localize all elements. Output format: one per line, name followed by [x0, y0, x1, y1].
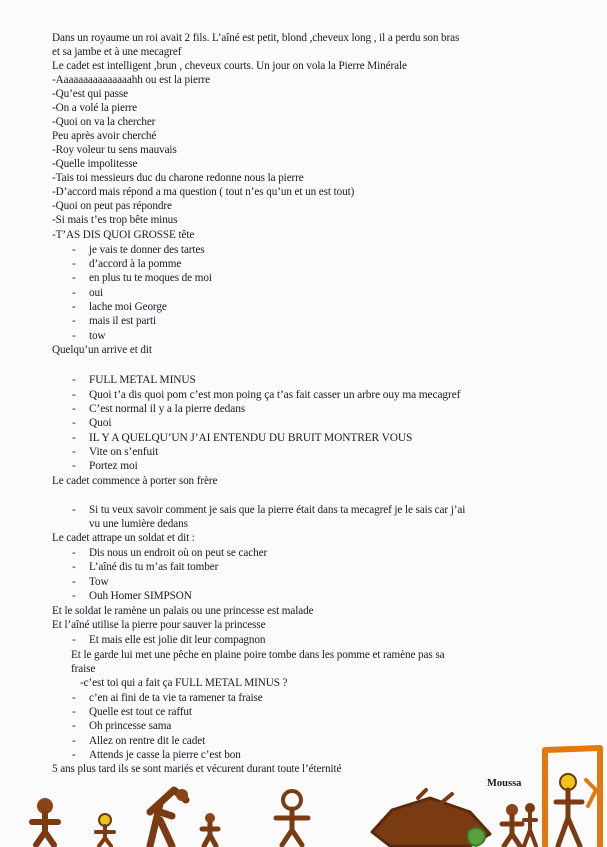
list-item: Ouh Homer SIMPSON: [89, 590, 192, 602]
list-item: je vais te donner des tartes: [89, 244, 205, 256]
stick-figure-icon: [32, 798, 58, 845]
list-item-bullet: -: [72, 258, 76, 270]
list-item: FULL METAL MINUS: [89, 374, 196, 386]
list-item-bullet: -: [72, 244, 76, 256]
list-item-bullet: -: [72, 547, 76, 559]
text-line: fraise: [71, 663, 96, 675]
list-item-bullet: -: [72, 504, 76, 516]
author-signature: Moussa: [487, 778, 522, 789]
list-item-continuation: vu une lumière dedans: [89, 518, 188, 530]
stick-figure-icon: [502, 804, 522, 846]
list-item-bullet: -: [72, 735, 76, 747]
text-line: Le cadet attrape un soldat et dit :: [52, 532, 195, 544]
list-item: Quoi: [89, 417, 112, 429]
list-item: lache moi George: [89, 301, 167, 313]
text-line: -On a volé la pierre: [52, 102, 137, 114]
list-item: Si tu veux savoir comment je sais que la pierre était dans ta mecagref je le sais car j’ai: [89, 504, 466, 516]
list-item-bullet: -: [72, 749, 76, 761]
list-item-bullet: -: [72, 460, 76, 472]
list-item-bullet: -: [72, 389, 76, 401]
text-line: Quelqu’un arrive et dit: [52, 344, 152, 356]
green-shape-icon: [468, 828, 485, 846]
list-item-bullet: -: [72, 446, 76, 458]
list-item: Portez moi: [89, 460, 138, 472]
list-item: d’accord à la pomme: [89, 258, 182, 270]
text-line: -Quoi on va la chercher: [52, 116, 156, 128]
list-item-bullet: -: [72, 374, 76, 386]
text-line: -D’accord mais répond a ma question ( tout n’es qu’un et un est tout): [52, 186, 355, 198]
list-item: Oh princesse sama: [89, 720, 172, 732]
list-item: IL Y A QUELQU’UN J’AI ENTENDU DU BRUIT MONTRER VOUS: [89, 432, 413, 444]
list-item-bullet: -: [72, 634, 76, 646]
text-line: 5 ans plus tard ils se sont mariés et vécurent durant toute l’éternité: [52, 763, 342, 775]
list-item: Dis nous un endroit où on peut se cacher: [89, 547, 268, 559]
list-item: oui: [89, 287, 103, 299]
text-line: Et le soldat le ramène un palais ou une princesse est malade: [52, 605, 314, 617]
text-line: -Roy voleur tu sens mauvais: [52, 144, 177, 156]
text-line: -Qu’est qui passe: [52, 88, 128, 100]
list-item-bullet: -: [72, 287, 76, 299]
stick-figure-icon: [276, 791, 308, 845]
list-item-bullet: -: [72, 432, 76, 444]
list-item-bullet: -: [72, 330, 76, 342]
list-item-bullet: -: [72, 692, 76, 704]
text-line: Le cadet commence à porter son frère: [52, 475, 218, 487]
list-item-bullet: -: [72, 272, 76, 284]
list-item-bullet: -: [72, 301, 76, 313]
list-item-bullet: -: [72, 706, 76, 718]
list-item-bullet: -: [72, 315, 76, 327]
list-item: Allez on rentre dit le cadet: [89, 735, 206, 747]
list-item: Et mais elle est jolie dit leur compagnon: [89, 634, 266, 646]
list-item: tow: [89, 330, 106, 342]
text-line: -Si mais t’es trop bête minus: [52, 214, 178, 226]
text-line: et sa jambe et à une mecagref: [52, 46, 182, 58]
text-line: -Quelle impolitesse: [52, 158, 138, 170]
list-item: c’en ai fini de ta vie ta ramener ta fraise: [89, 692, 263, 704]
text-line: Peu après avoir cherché: [52, 130, 157, 142]
list-item-bullet: -: [72, 561, 76, 573]
list-item-bullet: -: [72, 417, 76, 429]
list-item: Attends je casse la pierre c’est bon: [89, 749, 241, 761]
stick-figure-icon: [150, 789, 188, 846]
text-line: Dans un royaume un roi avait 2 fils. L’aîné est petit, blond ,cheveux long , il a perdu son bras: [52, 32, 460, 44]
text-line: Le cadet est intelligent ,brun , cheveux courts. Un jour on vola la Pierre Minérale: [52, 60, 407, 72]
stick-figure-icon: [202, 813, 218, 846]
list-item: L’aîné dis tu m’as fait tomber: [89, 561, 219, 573]
list-item: Vite on s’enfuit: [89, 446, 159, 458]
text-line: -c’est toi qui a fait ça FULL METAL MINUS ?: [80, 677, 288, 689]
stick-figure-icon: [96, 814, 114, 846]
list-item-bullet: -: [72, 403, 76, 415]
list-item-bullet: -: [72, 720, 76, 732]
list-item: C’est normal il y a la pierre dedans: [89, 403, 246, 415]
text-line: -T’AS DIS QUOI GROSSE tête: [52, 229, 195, 241]
list-item: en plus tu te moques de moi: [89, 272, 212, 284]
text-line: -Aaaaaaaaaaaaaaahh ou est la pierre: [52, 74, 210, 86]
list-item: Quelle est tout ce raffut: [89, 706, 192, 718]
text-line: -Tais toi messieurs duc du charone redonne nous la pierre: [52, 172, 304, 184]
framed-figure-icon: [524, 748, 600, 846]
text-line: -Quoi on peut pas répondre: [52, 200, 172, 212]
text-line: Et l’aîné utilise la pierre pour sauver la princesse: [52, 619, 266, 631]
list-item-bullet: -: [72, 590, 76, 602]
list-item: Tow: [89, 576, 109, 588]
list-item: Quoi t’a dis quoi pom c’est mon poing ça t’as fait casser un arbre ouy ma mecagref: [89, 389, 461, 401]
list-item-bullet: -: [72, 576, 76, 588]
list-item: mais il est parti: [89, 315, 156, 327]
text-line: Et le garde lui met une pêche en plaine poire tombe dans les pomme et ramène pas sa: [71, 649, 445, 661]
